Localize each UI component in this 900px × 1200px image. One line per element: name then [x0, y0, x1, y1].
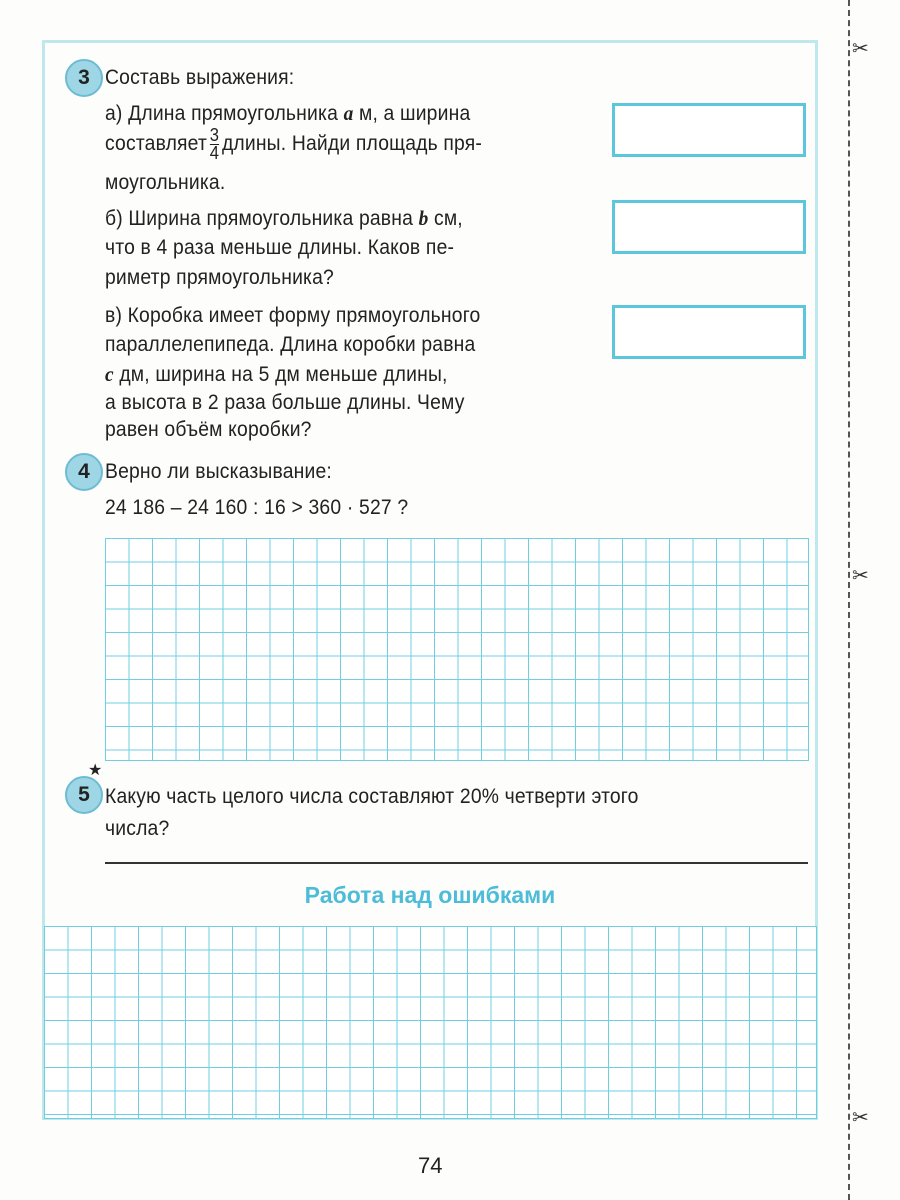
- task3b-line1: [105, 206, 463, 231]
- task-number-badge: 4: [65, 453, 103, 491]
- page-number: 74: [418, 1153, 443, 1178]
- scissors-icon: ✂: [852, 565, 869, 587]
- text: составляет: [105, 132, 208, 156]
- task3-title: Составь выражения:: [105, 66, 295, 89]
- task3c-line2: параллелепипеда. Длина коробки равна: [105, 333, 476, 356]
- variable: a: [343, 101, 354, 125]
- answer-box-a[interactable]: [612, 103, 806, 157]
- task5-line1: Какую часть целого числа составляют 20% четверти этого: [105, 785, 639, 808]
- text: см,: [434, 207, 463, 230]
- numerator: 3: [209, 125, 220, 145]
- task-number-badge: 5: [65, 776, 103, 814]
- text: б) Ширина прямоугольника равна: [105, 207, 414, 230]
- answer-box-c[interactable]: [612, 305, 806, 359]
- answer-line[interactable]: [105, 862, 808, 864]
- task5-line2: числа?: [105, 817, 170, 840]
- answer-box-b[interactable]: [612, 200, 806, 254]
- task3c-line3: [105, 362, 448, 387]
- text: дм, ширина на 5 дм меньше длины,: [119, 363, 448, 386]
- task3c-line1: в) Коробка имеет форму прямоугольного: [105, 304, 481, 327]
- task3a-line3: моугольника.: [105, 171, 226, 194]
- task4-expression: 24 186 – 24 160 : 16 > 360 · 527 ?: [105, 496, 409, 519]
- text: а) Длина прямоугольника: [105, 102, 339, 125]
- task3b-line2: что в 4 раза меньше длины. Каков пе-: [105, 236, 455, 259]
- cut-line: [848, 0, 850, 1200]
- corrections-grid[interactable]: [44, 926, 817, 1119]
- task3a-line1: [105, 101, 470, 126]
- task-number-badge: 3: [65, 59, 103, 97]
- denominator: 4: [209, 143, 220, 163]
- text: длины. Найди площадь пря-: [221, 132, 483, 156]
- task4-title: Верно ли высказывание:: [105, 460, 332, 483]
- answer-grid[interactable]: [105, 538, 809, 761]
- section-heading: Работа над ошибками: [304, 882, 556, 908]
- task3c-line5: равен объём коробки?: [105, 418, 312, 441]
- scissors-icon: ✂: [852, 38, 869, 60]
- variable: c: [105, 362, 114, 386]
- text: м, а ширина: [358, 102, 471, 125]
- task3c-line4: а высота в 2 раза больше длины. Чему: [105, 391, 465, 414]
- task3a-line2: [105, 127, 482, 162]
- scissors-icon: ✂: [852, 1107, 869, 1129]
- fraction: [210, 127, 219, 162]
- star-icon: ★: [88, 762, 103, 779]
- variable: b: [418, 206, 429, 230]
- task3b-line3: риметр прямоугольника?: [105, 266, 334, 289]
